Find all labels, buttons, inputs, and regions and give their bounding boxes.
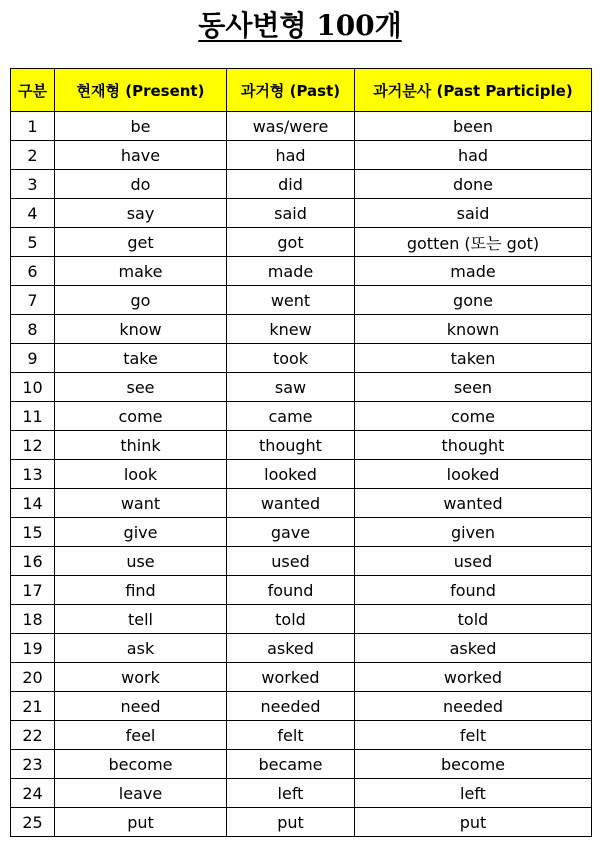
cell-past-participle: known — [355, 315, 592, 344]
cell-present: make — [55, 257, 227, 286]
cell-past-participle: gone — [355, 286, 592, 315]
header-past: 과거형 (Past) — [227, 69, 355, 112]
cell-past: did — [227, 170, 355, 199]
cell-past-participle: thought — [355, 431, 592, 460]
cell-present: look — [55, 460, 227, 489]
cell-number: 7 — [11, 286, 55, 315]
cell-present: give — [55, 518, 227, 547]
cell-past-participle: put — [355, 808, 592, 837]
cell-past: asked — [227, 634, 355, 663]
cell-past-participle: said — [355, 199, 592, 228]
cell-past-participle: been — [355, 112, 592, 141]
cell-number: 15 — [11, 518, 55, 547]
header-past-participle: 과거분사 (Past Participle) — [355, 69, 592, 112]
table-row — [11, 808, 592, 837]
header-row — [11, 69, 592, 112]
table-row — [11, 141, 592, 170]
cell-past: saw — [227, 373, 355, 402]
table-row — [11, 112, 592, 141]
cell-past: felt — [227, 721, 355, 750]
cell-past-participle: used — [355, 547, 592, 576]
cell-number: 12 — [11, 431, 55, 460]
cell-present: use — [55, 547, 227, 576]
table-row — [11, 576, 592, 605]
table-row — [11, 199, 592, 228]
cell-number: 18 — [11, 605, 55, 634]
cell-present: leave — [55, 779, 227, 808]
table-row — [11, 547, 592, 576]
cell-past-participle: asked — [355, 634, 592, 663]
cell-past: made — [227, 257, 355, 286]
cell-present: come — [55, 402, 227, 431]
cell-past: said — [227, 199, 355, 228]
cell-number: 16 — [11, 547, 55, 576]
cell-number: 9 — [11, 344, 55, 373]
cell-number: 24 — [11, 779, 55, 808]
page-title-text: 동사변형 100개 — [198, 9, 402, 42]
cell-past-participle: needed — [355, 692, 592, 721]
cell-present: know — [55, 315, 227, 344]
cell-present: be — [55, 112, 227, 141]
cell-past-participle: told — [355, 605, 592, 634]
cell-past-participle: made — [355, 257, 592, 286]
cell-number: 4 — [11, 199, 55, 228]
cell-past-participle: become — [355, 750, 592, 779]
cell-number: 3 — [11, 170, 55, 199]
cell-past-participle: taken — [355, 344, 592, 373]
table-row — [11, 257, 592, 286]
cell-present: tell — [55, 605, 227, 634]
cell-past-participle: wanted — [355, 489, 592, 518]
table-row — [11, 373, 592, 402]
cell-past-participle: found — [355, 576, 592, 605]
cell-past: got — [227, 228, 355, 257]
cell-past-participle: done — [355, 170, 592, 199]
cell-past: wanted — [227, 489, 355, 518]
cell-past: became — [227, 750, 355, 779]
cell-past-participle: gotten (또는 got) — [355, 228, 592, 257]
cell-number: 1 — [11, 112, 55, 141]
header-present: 현재형 (Present) — [55, 69, 227, 112]
table-row — [11, 315, 592, 344]
cell-number: 6 — [11, 257, 55, 286]
cell-number: 2 — [11, 141, 55, 170]
cell-past: went — [227, 286, 355, 315]
table-row — [11, 663, 592, 692]
cell-past: found — [227, 576, 355, 605]
cell-number: 21 — [11, 692, 55, 721]
page-title — [0, 8, 600, 44]
cell-present: become — [55, 750, 227, 779]
cell-past: used — [227, 547, 355, 576]
cell-present: work — [55, 663, 227, 692]
cell-past: told — [227, 605, 355, 634]
cell-present: need — [55, 692, 227, 721]
table-row — [11, 344, 592, 373]
cell-past: looked — [227, 460, 355, 489]
cell-number: 17 — [11, 576, 55, 605]
cell-present: take — [55, 344, 227, 373]
cell-past: took — [227, 344, 355, 373]
verb-table-header — [11, 69, 592, 112]
table-row — [11, 489, 592, 518]
cell-present: get — [55, 228, 227, 257]
cell-present: ask — [55, 634, 227, 663]
cell-past-participle: left — [355, 779, 592, 808]
cell-present: think — [55, 431, 227, 460]
table-row — [11, 460, 592, 489]
table-row — [11, 402, 592, 431]
cell-past: left — [227, 779, 355, 808]
cell-number: 25 — [11, 808, 55, 837]
cell-past: was/were — [227, 112, 355, 141]
cell-number: 13 — [11, 460, 55, 489]
table-row — [11, 286, 592, 315]
table-row — [11, 750, 592, 779]
cell-past-participle: given — [355, 518, 592, 547]
table-row — [11, 634, 592, 663]
cell-past: gave — [227, 518, 355, 547]
cell-past-participle: felt — [355, 721, 592, 750]
cell-past: needed — [227, 692, 355, 721]
cell-number: 8 — [11, 315, 55, 344]
cell-past: worked — [227, 663, 355, 692]
table-row — [11, 431, 592, 460]
table-row — [11, 518, 592, 547]
cell-past-participle: come — [355, 402, 592, 431]
cell-present: have — [55, 141, 227, 170]
cell-past: had — [227, 141, 355, 170]
cell-present: go — [55, 286, 227, 315]
cell-present: say — [55, 199, 227, 228]
table-row — [11, 779, 592, 808]
table-row — [11, 692, 592, 721]
cell-number: 5 — [11, 228, 55, 257]
cell-number: 14 — [11, 489, 55, 518]
cell-past: knew — [227, 315, 355, 344]
cell-past-participle: had — [355, 141, 592, 170]
cell-present: want — [55, 489, 227, 518]
cell-number: 23 — [11, 750, 55, 779]
table-row — [11, 721, 592, 750]
cell-past: put — [227, 808, 355, 837]
cell-number: 11 — [11, 402, 55, 431]
cell-past-participle: looked — [355, 460, 592, 489]
cell-present: do — [55, 170, 227, 199]
verb-table — [10, 68, 592, 837]
header-number: 구분 — [11, 69, 55, 112]
cell-present: see — [55, 373, 227, 402]
cell-number: 20 — [11, 663, 55, 692]
cell-number: 22 — [11, 721, 55, 750]
cell-number: 10 — [11, 373, 55, 402]
table-row — [11, 605, 592, 634]
verb-table-body — [11, 112, 592, 837]
cell-past-participle: worked — [355, 663, 592, 692]
cell-past: came — [227, 402, 355, 431]
cell-present: put — [55, 808, 227, 837]
cell-present: feel — [55, 721, 227, 750]
table-row — [11, 228, 592, 257]
table-row — [11, 170, 592, 199]
cell-number: 19 — [11, 634, 55, 663]
cell-past-participle: seen — [355, 373, 592, 402]
cell-past: thought — [227, 431, 355, 460]
cell-present: find — [55, 576, 227, 605]
